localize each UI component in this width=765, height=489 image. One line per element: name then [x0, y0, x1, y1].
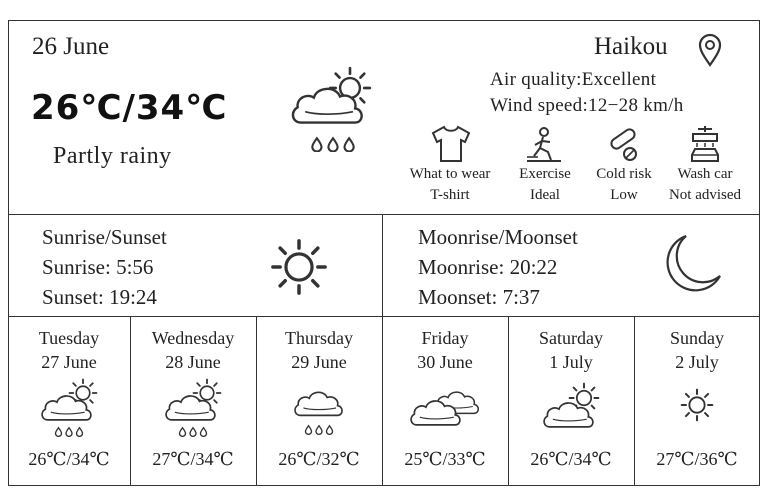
divider	[382, 214, 383, 316]
today-temperature: 26℃/34℃	[31, 88, 228, 128]
sunny-icon	[666, 378, 728, 444]
wind-speed: Wind speed:12−28 km/h	[490, 95, 684, 116]
today-condition: Partly rainy	[53, 143, 172, 169]
tip-label-wear: What to wear	[409, 166, 491, 182]
pill-icon	[604, 128, 644, 168]
forecast-temp: 26℃/34℃	[530, 449, 612, 469]
today-date: 26 June	[32, 33, 110, 60]
car-wash-icon	[687, 123, 723, 169]
forecast-temp: 27℃/34℃	[152, 449, 234, 469]
forecast-day	[508, 316, 634, 486]
tip-value-wash: Not advised	[668, 187, 742, 203]
forecast-temp: 27℃/36℃	[656, 449, 738, 469]
forecast-temp: 25℃/33℃	[404, 449, 486, 469]
forecast-day	[382, 316, 508, 486]
forecast-date: 29 June	[291, 352, 347, 372]
forecast-day-name: Saturday	[539, 328, 603, 348]
tip-value-exercise: Ideal	[530, 187, 560, 203]
divider	[8, 214, 760, 215]
forecast-day-name: Wednesday	[151, 328, 235, 348]
forecast-day	[8, 316, 130, 486]
sun-icon	[270, 238, 328, 300]
forecast-date: 30 June	[417, 352, 473, 372]
partly-rainy-icon	[38, 378, 100, 444]
partly-rainy-icon	[288, 66, 383, 162]
forecast-day	[130, 316, 256, 486]
forecast-date: 27 June	[41, 352, 97, 372]
cloudy-icon	[407, 378, 483, 444]
tip-value-cold: Low	[610, 187, 638, 203]
location-pin-icon[interactable]	[697, 33, 723, 71]
forecast-day-name: Sunday	[670, 328, 724, 348]
forecast-date: 28 June	[165, 352, 221, 372]
forecast-date: 2 July	[675, 352, 719, 372]
forecast-date: 1 July	[549, 352, 593, 372]
tip-label-exercise: Exercise	[519, 166, 571, 182]
tip-value-wear: T-shirt	[430, 187, 470, 203]
tip-label-cold: Cold risk	[596, 166, 652, 182]
forecast-day-name: Thursday	[285, 328, 353, 348]
moonrise-time: Moonrise: 20:22	[418, 255, 558, 279]
crescent-moon-icon	[660, 232, 724, 300]
rain-icon	[288, 378, 350, 444]
tshirt-icon	[429, 124, 473, 168]
partly-cloudy-icon	[540, 378, 602, 444]
sunset-time: Sunset: 19:24	[42, 285, 157, 309]
forecast-day-name: Tuesday	[38, 328, 100, 348]
forecast-temp: 26℃/32℃	[278, 449, 360, 469]
city-name: Haikou	[594, 33, 668, 60]
sunrise-time: Sunrise: 5:56	[42, 255, 154, 279]
forecast-day-name: Friday	[421, 328, 469, 348]
exercise-icon	[524, 126, 564, 168]
moonset-time: Moonset: 7:37	[418, 285, 540, 309]
partly-rainy-icon	[162, 378, 224, 444]
forecast-day	[256, 316, 382, 486]
tip-label-wash: Wash car	[677, 166, 733, 182]
moon-section-title: Moonrise/Moonset	[418, 225, 578, 249]
forecast-temp: 26℃/34℃	[28, 449, 110, 469]
sun-section-title: Sunrise/Sunset	[42, 225, 167, 249]
forecast-day	[634, 316, 760, 486]
air-quality: Air quality:Excellent	[490, 69, 657, 90]
